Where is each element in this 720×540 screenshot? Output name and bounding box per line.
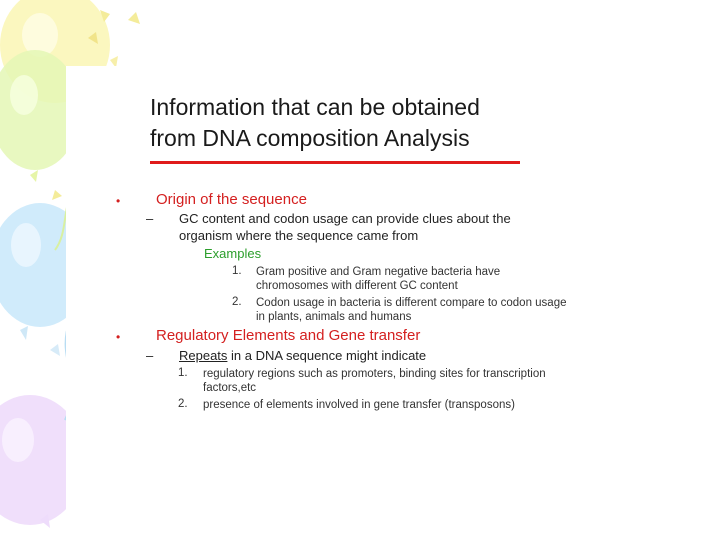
dash-regulatory: –: [146, 348, 154, 363]
repeats-underlined: Repeats: [179, 348, 228, 363]
example-1-line-1: Gram positive and Gram negative bacteria have: [256, 266, 501, 278]
title-line-1: Information that can be obtained: [150, 94, 480, 120]
regulatory-2-line-1: presence of elements involved in gene transfer (transposons): [203, 399, 515, 411]
example-2-number: 2.: [232, 296, 242, 308]
example-2-line-2: in plants, animals and humans: [256, 311, 412, 323]
bullet-regulatory: •: [116, 330, 121, 344]
slide-title: [150, 92, 570, 154]
examples-label: Examples: [204, 246, 262, 261]
regulatory-text-rest: in a DNA sequence might indicate: [227, 348, 427, 363]
regulatory-2-number: 2.: [178, 398, 188, 410]
title-underline: [150, 161, 520, 164]
heading-regulatory: Regulatory Elements and Gene transfer: [156, 327, 421, 344]
origin-text-line-2: organism where the sequence came from: [179, 228, 419, 243]
title-line-2: from DNA composition Analysis: [150, 125, 470, 151]
regulatory-1-line-1: regulatory regions such as promoters, binding sites for transcription: [203, 368, 546, 380]
example-1-number: 1.: [232, 265, 242, 277]
regulatory-1-number: 1.: [178, 367, 188, 379]
dash-origin: –: [146, 211, 154, 226]
example-2-line-1: Codon usage in bacteria is different compare to codon usage: [256, 297, 567, 309]
origin-text-line-1: GC content and codon usage can provide clues about the: [179, 211, 511, 226]
bullet-origin: •: [116, 194, 121, 208]
regulatory-1-line-2: factors,etc: [203, 382, 257, 394]
heading-origin: Origin of the sequence: [156, 191, 307, 208]
regulatory-text: [179, 348, 426, 364]
example-1-line-2: chromosomes with different GC content: [256, 280, 458, 292]
